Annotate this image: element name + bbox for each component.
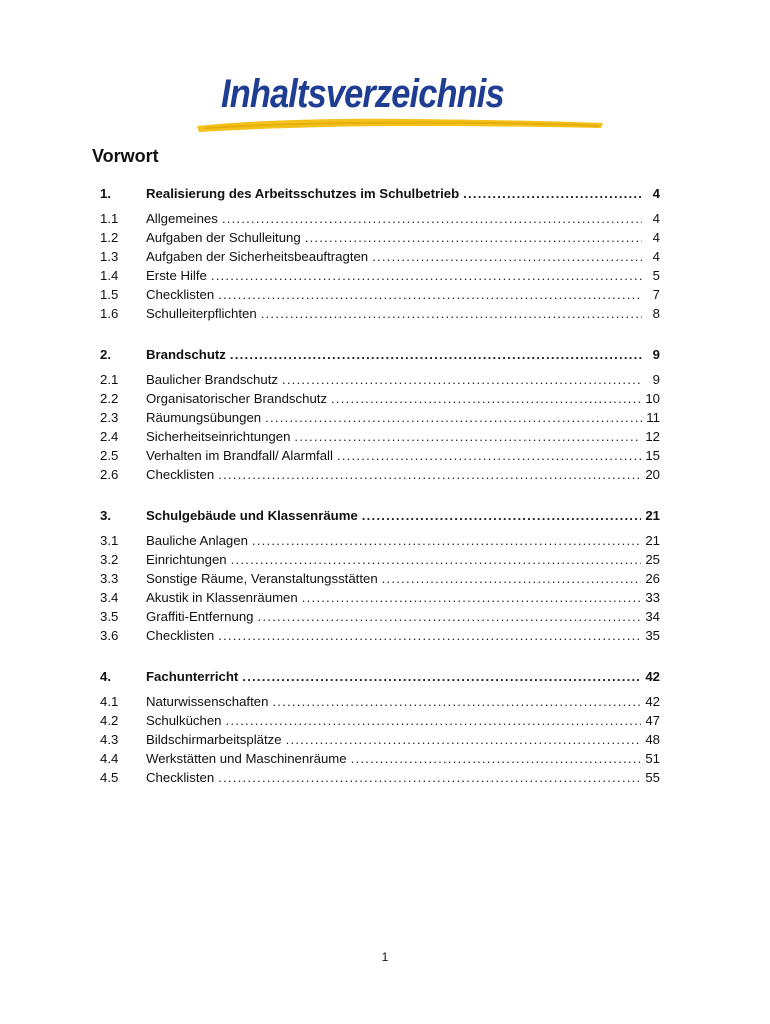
toc-dot-leader	[261, 304, 642, 323]
toc-entry-page: 42	[645, 669, 660, 684]
toc-section-heading	[100, 667, 660, 686]
toc-entry-page: 35	[645, 628, 660, 643]
toc-entry-number: 4.5	[100, 770, 119, 785]
toc-entry-number: 1.	[100, 186, 111, 201]
toc-entry-title: Organisatorischer Brandschutz	[146, 391, 328, 406]
toc-entry-title: Bildschirmarbeitsplätze	[146, 732, 282, 747]
toc-dot-leader	[222, 209, 642, 228]
toc-entry	[100, 209, 660, 228]
toc-dot-leader	[226, 711, 642, 730]
toc-entry-number: 3.2	[100, 552, 119, 567]
toc-entry-number: 4.	[100, 669, 111, 684]
toc-entry-number: 2.2	[100, 391, 119, 406]
toc-entry	[100, 408, 660, 427]
toc-dot-leader	[463, 184, 642, 203]
toc-entry-page: 20	[645, 467, 660, 482]
toc-entry-page: 55	[645, 770, 660, 785]
toc-dot-leader	[230, 345, 642, 364]
toc-entry	[100, 550, 660, 569]
toc-section	[100, 667, 660, 787]
toc-dot-leader	[265, 408, 642, 427]
toc-entry-title: Schulgebäude und Klassenräume	[146, 508, 358, 523]
toc-entry	[100, 389, 660, 408]
toc-entry	[100, 626, 660, 645]
yellow-brush-stroke	[195, 114, 605, 134]
toc-entry-page: 8	[652, 306, 660, 321]
toc-section-heading	[100, 184, 660, 203]
toc-entry-page: 15	[645, 448, 660, 463]
toc-entry-number: 2.6	[100, 467, 119, 482]
toc-entry-title: Akustik in Klassenräumen	[146, 590, 298, 605]
toc-dot-leader	[211, 266, 642, 285]
toc-entry-page: 9	[652, 347, 660, 362]
toc-entry	[100, 266, 660, 285]
toc-entry-number: 4.4	[100, 751, 119, 766]
toc-entry-title: Aufgaben der Sicherheitsbeauftragten	[146, 249, 369, 264]
toc-entry-page: 33	[645, 590, 660, 605]
toc-entry-number: 1.4	[100, 268, 119, 283]
toc-entry-page: 48	[645, 732, 660, 747]
foreword-heading: Vorwort	[92, 146, 159, 166]
toc-dot-leader	[231, 550, 642, 569]
toc-section	[100, 345, 660, 484]
title-block	[195, 72, 615, 134]
toc-entry-page: 4	[652, 186, 660, 201]
toc-entry-number: 2.3	[100, 410, 119, 425]
toc-entry-title: Checklisten	[146, 770, 215, 785]
toc-entry-page: 26	[645, 571, 660, 586]
toc-entry-number: 3.5	[100, 609, 119, 624]
toc-entry-title: Baulicher Brandschutz	[146, 372, 278, 387]
toc-entry-page: 51	[645, 751, 660, 766]
toc-entry-page: 21	[645, 533, 660, 548]
toc-dot-leader	[382, 569, 642, 588]
toc-entry-page: 4	[652, 230, 660, 245]
toc-entry	[100, 692, 660, 711]
toc-entry-number: 1.6	[100, 306, 119, 321]
toc-dot-leader	[242, 667, 641, 686]
toc-entry-title: Schulküchen	[146, 713, 222, 728]
toc-section	[100, 184, 660, 323]
toc-entry-title: Checklisten	[146, 628, 215, 643]
toc-entry-number: 1.1	[100, 211, 119, 226]
toc-entry-title: Realisierung des Arbeitsschutzes im Schulbetrieb	[146, 186, 460, 201]
toc-entry-number: 3.6	[100, 628, 119, 643]
toc-dot-leader	[331, 389, 641, 408]
toc-entry-number: 2.1	[100, 372, 119, 387]
toc-entry	[100, 730, 660, 749]
toc-entry-title: Sonstige Räume, Veranstaltungsstätten	[146, 571, 378, 586]
toc-entry-number: 2.	[100, 347, 111, 362]
toc-entry-page: 7	[652, 287, 660, 302]
toc-dot-leader	[218, 285, 642, 304]
toc-entry-page: 12	[645, 429, 660, 444]
toc-entry	[100, 531, 660, 550]
toc-entry-title: Erste Hilfe	[146, 268, 207, 283]
toc-dot-leader	[302, 588, 642, 607]
toc-entry-number: 2.4	[100, 429, 119, 444]
toc-entry	[100, 285, 660, 304]
toc-entry-title: Naturwissenschaften	[146, 694, 269, 709]
toc-entry-page: 10	[645, 391, 660, 406]
toc-entry-page: 47	[645, 713, 660, 728]
toc-dot-leader	[294, 427, 641, 446]
toc-entry-number: 3.1	[100, 533, 119, 548]
toc-entry	[100, 247, 660, 266]
toc-entry-title: Checklisten	[146, 287, 215, 302]
toc-entry	[100, 446, 660, 465]
toc-section	[100, 506, 660, 645]
toc-entry-title: Bauliche Anlagen	[146, 533, 248, 548]
toc-entry-number: 4.1	[100, 694, 119, 709]
toc-dot-leader	[337, 446, 641, 465]
toc-entry-number: 3.4	[100, 590, 119, 605]
toc-section-heading	[100, 506, 660, 525]
page-title: Inhaltsverzeichnis	[221, 72, 504, 116]
toc-entry-title: Werkstätten und Maschinenräume	[146, 751, 347, 766]
toc-entry-number: 3.	[100, 508, 111, 523]
toc-entry	[100, 711, 660, 730]
toc-entry	[100, 768, 660, 787]
toc-entry	[100, 304, 660, 323]
toc-entry	[100, 465, 660, 484]
toc-dot-leader	[362, 506, 642, 525]
toc-entry-page: 11	[646, 410, 660, 425]
toc-entry-page: 9	[652, 372, 660, 387]
toc-entry-title: Checklisten	[146, 467, 215, 482]
table-of-contents	[100, 184, 660, 809]
toc-dot-leader	[218, 768, 641, 787]
toc-dot-leader	[258, 607, 642, 626]
toc-entry-page: 34	[645, 609, 660, 624]
toc-entry-number: 1.3	[100, 249, 119, 264]
toc-entry-number: 4.3	[100, 732, 119, 747]
toc-entry-title: Verhalten im Brandfall/ Alarmfall	[146, 448, 333, 463]
toc-entry-title: Räumungsübungen	[146, 410, 262, 425]
toc-entry-title: Sicherheitseinrichtungen	[146, 429, 291, 444]
toc-section-heading	[100, 345, 660, 364]
toc-entry-page: 5	[652, 268, 660, 283]
toc-entry-title: Brandschutz	[146, 347, 226, 362]
toc-entry-title: Allgemeines	[146, 211, 218, 226]
toc-entry-number: 4.2	[100, 713, 119, 728]
toc-entry-page: 4	[652, 211, 660, 226]
toc-entry	[100, 588, 660, 607]
toc-entry-page: 42	[645, 694, 660, 709]
toc-dot-leader	[305, 228, 642, 247]
toc-entry-number: 1.5	[100, 287, 119, 302]
toc-entry	[100, 749, 660, 768]
toc-entry-number: 3.3	[100, 571, 119, 586]
page-number: 1	[381, 950, 389, 964]
toc-dot-leader	[286, 730, 642, 749]
toc-dot-leader	[372, 247, 642, 266]
toc-entry	[100, 370, 660, 389]
toc-dot-leader	[252, 531, 641, 550]
toc-entry-number: 1.2	[100, 230, 119, 245]
toc-dot-leader	[351, 749, 642, 768]
toc-entry-page: 21	[645, 508, 660, 523]
toc-entry-title: Fachunterricht	[146, 669, 239, 684]
toc-entry	[100, 427, 660, 446]
toc-entry-number: 2.5	[100, 448, 119, 463]
toc-entry	[100, 607, 660, 626]
toc-dot-leader	[272, 692, 641, 711]
toc-dot-leader	[282, 370, 642, 389]
toc-entry	[100, 228, 660, 247]
toc-dot-leader	[218, 626, 641, 645]
toc-entry-page: 4	[652, 249, 660, 264]
toc-entry-page: 25	[645, 552, 660, 567]
toc-entry-title: Schulleiterpflichten	[146, 306, 257, 321]
toc-entry-title: Einrichtungen	[146, 552, 227, 567]
toc-entry-title: Aufgaben der Schulleitung	[146, 230, 301, 245]
toc-entry-title: Graffiti-Entfernung	[146, 609, 254, 624]
toc-dot-leader	[218, 465, 641, 484]
toc-entry	[100, 569, 660, 588]
